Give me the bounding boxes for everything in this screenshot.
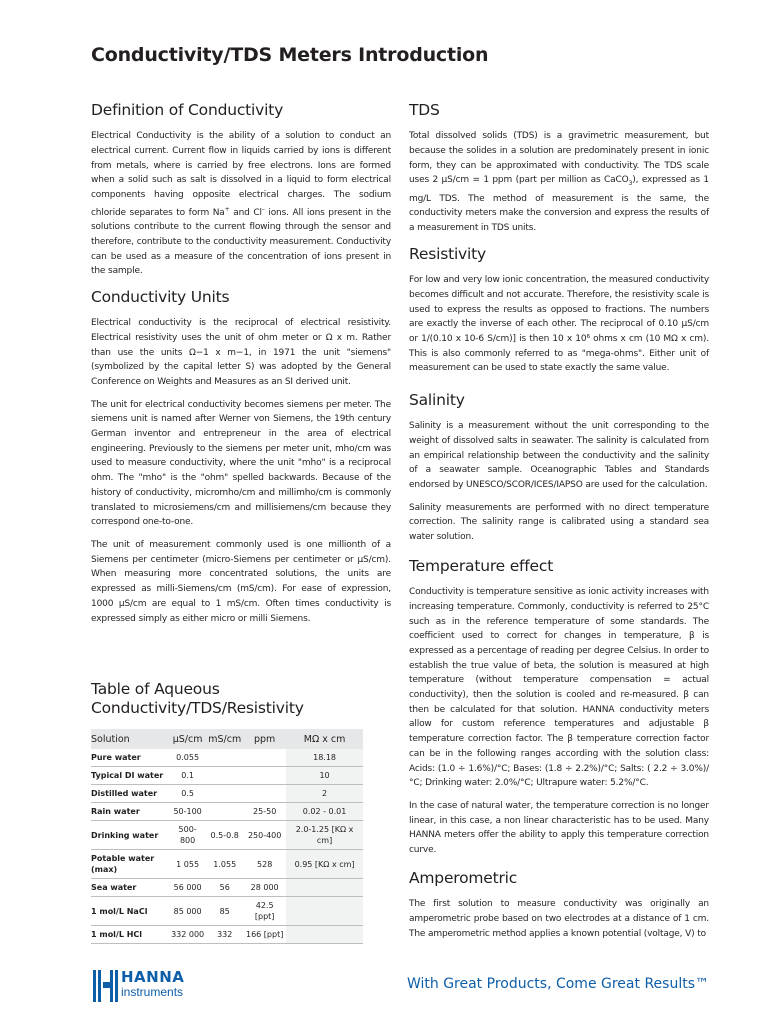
table-cell: 0.02 - 0.01 bbox=[286, 803, 363, 821]
table-cell: 56 000 bbox=[169, 879, 206, 897]
section-heading: Salinity bbox=[409, 391, 465, 409]
table-cell: Drinking water bbox=[91, 821, 169, 850]
table-cell: Rain water bbox=[91, 803, 169, 821]
table-cell: 1.055 bbox=[206, 850, 243, 879]
table-row bbox=[91, 926, 363, 944]
table-cell: 250-400 bbox=[243, 821, 286, 850]
paragraph: Salinity measurements are performed with no direct temperature correction. The salinity range is calibrated using a standard sea water solution. bbox=[409, 502, 709, 543]
paragraph: Electrical conductivity is the reciprocal of electrical resistivity. Electrical resistivity uses the unit of ohm meter or Ω x m. Rather than use the units Ω−1 x m−1, in 1971 the unit "siemens" (symbolized by the capital letter S) was adopted by the General Conference on Weights and Measures as an SI derived unit. bbox=[91, 318, 391, 387]
table-cell: 0.1 bbox=[169, 767, 206, 785]
table-cell: 0.95 [KΩ x cm] bbox=[286, 850, 363, 879]
footer-tagline: With Great Products, Come Great Results™ bbox=[406, 976, 709, 992]
table-cell: 0.5 bbox=[169, 785, 206, 803]
section-temperature bbox=[409, 556, 709, 866]
table-cell: Potable water (max) bbox=[91, 850, 169, 879]
table-cell bbox=[286, 897, 363, 926]
paragraph: Total dissolved solids (TDS) is a gravimetric measurement, but because the solides in a solution are predominately present in ionic form, they can be approximated with conductivity. The TDS scale uses 2 µS/cm = 1 ppm (part per million as CaCO$_3$), expressed as 1 mg/L TDS. The method of measurement is the same, the conductivity meters make the conversion and express the results of a measurement in TDS units. bbox=[409, 131, 709, 234]
table-cell: 85 000 bbox=[169, 897, 206, 926]
section-definition bbox=[91, 100, 391, 287]
table-cell: 1 mol/L NaCl bbox=[91, 897, 169, 926]
logo-bars-icon bbox=[93, 970, 119, 1002]
table-cell: 10 bbox=[286, 767, 363, 785]
section-heading: Table of Aqueous Conductivity/TDS/Resistivity bbox=[91, 680, 304, 717]
section-heading: Temperature effect bbox=[409, 557, 554, 575]
column-header: ppm bbox=[243, 729, 286, 749]
table-row bbox=[91, 767, 363, 785]
column-header: µS/cm bbox=[169, 729, 206, 749]
section-heading: Definition of Conductivity bbox=[91, 101, 284, 119]
table-cell: 0.055 bbox=[169, 749, 206, 767]
table-cell bbox=[286, 926, 363, 944]
table-cell: Sea water bbox=[91, 879, 169, 897]
section-heading: Conductivity Units bbox=[91, 288, 230, 306]
table-cell bbox=[206, 749, 243, 767]
table-cell: 332 bbox=[206, 926, 243, 944]
table-row bbox=[91, 803, 363, 821]
paragraph: The unit of measurement commonly used is one millionth of a Siemens per centimeter (micro-Siemens per centimeter or µS/cm). When measuring more concentrated solutions, the units are expressed as milli-Siemens/cm (mS/cm). For ease of expression, 1000 µS/cm are equal to 1 mS/cm. Often times conductivity is expressed simply as either micro or milli Siemens. bbox=[91, 539, 391, 624]
table-cell bbox=[243, 749, 286, 767]
section-salinity bbox=[409, 390, 709, 553]
table-cell: 528 bbox=[243, 850, 286, 879]
conductivity-table bbox=[91, 729, 363, 944]
table-cell: 1 055 bbox=[169, 850, 206, 879]
column-header: mS/cm bbox=[206, 729, 243, 749]
section-resistivity bbox=[409, 244, 709, 384]
table-row bbox=[91, 785, 363, 803]
table-row bbox=[91, 749, 363, 767]
table-row bbox=[91, 821, 363, 850]
table-cell: 18.18 bbox=[286, 749, 363, 767]
table-cell: Pure water bbox=[91, 749, 169, 767]
table-header-row bbox=[91, 729, 363, 749]
table-cell: 1 mol/L HCl bbox=[91, 926, 169, 944]
paragraph: The unit for electrical conductivity becomes siemens per meter. The siemens unit is named after Werner von Siemens, the 19th century German inventor and entrepreneur in the area of electrical engineering. Previously to the siemens per meter unit, mho/cm was used to measure conductivity, where the unit "mho" is a reciprocal ohm. The "mho" is the "ohm" spelled backwards. Because of the history of conductivity, micromho/cm and millimho/cm is commonly translated to microsiemens/cm and millisiemens/cm because they correspond one-to-one. bbox=[91, 399, 391, 528]
table-cell bbox=[206, 767, 243, 785]
section-heading: Amperometric bbox=[409, 869, 518, 887]
table-cell bbox=[243, 767, 286, 785]
paragraph: Conductivity is temperature sensitive as ionic activity increases with increasing temperature. Commonly, conductivity is referred to 25°C such as in the reference temperature of some standards. The coefficient used to correct for changes in temperature, β is expressed as a percentage of reading per degree Celsius. In order to establish the true value of beta, the solution is measured at high temperature (without temperature compensation = actual conductivity), then the solution is cooled and re-measured. β can then be calculated for that solution. HANNA conductivity meters allow for custom reference temperatures and adjustable β temperature correction factor. The β temperature correction factor can be in the following ranges according with the solution class: Acids: (1.0 ÷ 1.6%)/°C; Bases: (1.8 ÷ 2.2%)/°C; Salts: ( 2.2 ÷ 3.0%)/ °C; Drinking water: 2.0%/°C; Ultrapure water: 5.2%/°C. bbox=[409, 587, 709, 789]
table-cell bbox=[286, 879, 363, 897]
section-heading: TDS bbox=[409, 101, 440, 119]
table-cell: 25-50 bbox=[243, 803, 286, 821]
table-cell: 2.0-1.25 [KΩ x cm] bbox=[286, 821, 363, 850]
paragraph: The first solution to measure conductivity was originally an amperometric probe based on two electrodes at a distance of 1 cm. The amperometric method applies a known potential (voltage, V) to bbox=[409, 899, 709, 939]
paragraph: Electrical Conductivity is the ability of a solution to conduct an electrical current. Current flow in liquids carried by ions is different from metals, where is carried by free electrons. Ions are formed when a solid such as salt is dissolved in a liquid to form electrical components having opposite electrical charges. The sodium chloride separates to form Na+ and Cl– ions. All ions present in the solutions contribute to the current flowing through the sensor and therefore, contribute to the conductivity measurement. Conductivity can be used as a measure of the concentration of ions present in the sample. bbox=[91, 131, 391, 277]
logo-wordmark: HANNA bbox=[121, 968, 185, 986]
table-cell: 0.5-0.8 bbox=[206, 821, 243, 850]
table-cell bbox=[243, 785, 286, 803]
table-cell bbox=[206, 785, 243, 803]
paragraph: In the case of natural water, the temperature correction is no longer linear, in this case, a non linear characteristic has to be used. Many HANNA meters offer the ability to apply this temperature correction curve. bbox=[409, 800, 709, 856]
paragraph: Salinity is a measurement without the unit corresponding to the weight of dissolved salts in seawater. The salinity is calculated from an empirical relationship between the conductivity and the salinity of a seawater sample. Oceanographic Tables and Standards endorsed by UNESCO/SCOR/ICES/IAPSO are used for the calculation. bbox=[409, 421, 709, 490]
table-cell: 2 bbox=[286, 785, 363, 803]
section-amperometric bbox=[409, 868, 709, 949]
table-row bbox=[91, 897, 363, 926]
table-cell: 42.5 [ppt] bbox=[243, 897, 286, 926]
section-table bbox=[91, 680, 391, 727]
page-title: Conductivity/TDS Meters Introduction bbox=[91, 44, 489, 66]
table-cell: Distilled water bbox=[91, 785, 169, 803]
table-cell: 166 [ppt] bbox=[243, 926, 286, 944]
table-row bbox=[91, 879, 363, 897]
table-cell: 500-800 bbox=[169, 821, 206, 850]
table-cell: Typical DI water bbox=[91, 767, 169, 785]
table-cell: 28 000 bbox=[243, 879, 286, 897]
table-cell: 50-100 bbox=[169, 803, 206, 821]
table-row bbox=[91, 850, 363, 879]
section-units bbox=[91, 287, 391, 634]
table-cell: 56 bbox=[206, 879, 243, 897]
column-header: MΩ x cm bbox=[286, 729, 363, 749]
table-cell: 85 bbox=[206, 897, 243, 926]
logo-subtitle: instruments bbox=[121, 985, 184, 999]
paragraph: For low and very low ionic concentration, the measured conductivity becomes difficult and not accurate. Therefore, the resistivity scale is used to express the results as opposed to fractions. The numbers are exactly the inverse of each other. The reciprocal of 0.10 µS/cm or 1/(0.10 x 10-6 S/cm)] is then 10 x 10⁶ ohms x cm (10 MΩ x cm). This is also commonly referred to as "mega-ohms". Either unit of measurement can be used to state exactly the same value. bbox=[409, 275, 709, 374]
section-tds bbox=[409, 100, 709, 244]
table-cell bbox=[206, 803, 243, 821]
table-cell: 332 000 bbox=[169, 926, 206, 944]
column-header: Solution bbox=[91, 729, 169, 749]
section-heading: Resistivity bbox=[409, 245, 486, 263]
hanna-logo bbox=[93, 968, 203, 1004]
